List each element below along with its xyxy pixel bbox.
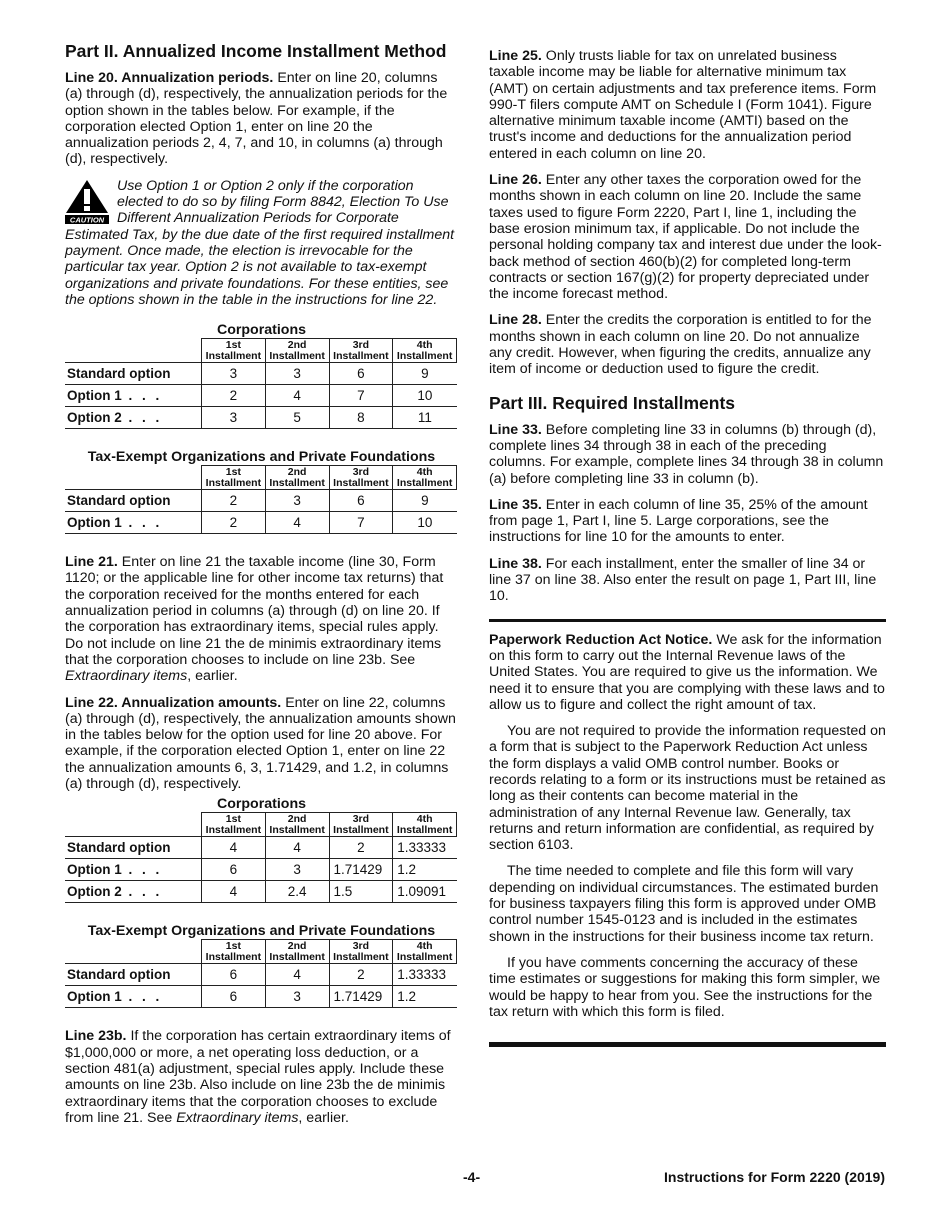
- line20-text: Enter on line 20, columns (a) through (d), respectively, the annualization periods for the option shown in the tables below. For example, if the corporation elected Option 1, enter on line 20 the annualization periods 2, 4, 7, and 10, in columns (a) through (d), respectively.: [65, 70, 448, 168]
- col-header-4th: 4th Installment: [393, 813, 457, 837]
- right-column: [489, 40, 886, 1047]
- col-header-3rd: 3rd Installment: [329, 813, 393, 837]
- pra-paragraph-4: If you have comments concerning the accuracy of these time estimates or suggestions for making this form simpler, we would be happy to hear from you. See the instructions for the tax return with which this form is filed.: [489, 954, 881, 1020]
- table2-title: Tax-Exempt Organizations and Private Foundations: [87, 449, 436, 466]
- page-number: -4-: [463, 1169, 481, 1185]
- pra-paragraph: Paperwork Reduction Act Notice. We ask for the information on this form to carry out the Internal Revenue laws of the United States. You are required to give us the information. We need it to ensure that you are complying with these laws and to allow us to figure and collect the right amount of tax.: [489, 631, 885, 713]
- table-row: Standard option 4 4 2 1.33333: [65, 837, 457, 859]
- line38-paragraph: Line 38. For each installment, enter the smaller of line 34 or line 37 on line 38. Also enter the result on page 1, Part III, line 10.: [489, 555, 877, 605]
- table-row: Standard option 6 4 2 1.33333: [65, 964, 457, 986]
- table-row: Option 2 . . . 3 5 8 11: [65, 407, 457, 429]
- pra-paragraph-2: You are not required to provide the information requested on a form that is subject to the Paperwork Reduction Act unless the form displays a valid OMB control number. Books or records relating to a form or its instructions must be retained as long as their contents can become material in the administration of any Internal Revenue law. Generally, tax returns and return information are confidential, as required by section 6103.: [489, 723, 886, 854]
- caution-text: Use Option 1 or Option 2 only if the corporation elected to do so by filing Form 8842, Election To Use Different Annualization Periods for Corporate Estimated Tax, by the due date of the first required installment payment. Once made, the election is irrevocable for the particular tax year. Option 2 is not available to tax-exempt organizations and private foundations. For these entities, see the options shown in the table in the instructions for line 22.: [65, 177, 455, 308]
- line25-paragraph: Line 25. Only trusts liable for tax on unrelated business taxable income may be liable for alternative minimum tax (AMT) on certain adjustments and tax preference items. Form 990-T filers compute AMT on Schedule I (Form 1041). Figure alternative minimum taxable income (AMTI) based on the trust's income and deductions for the annualization period entered in each column on line 20.: [489, 48, 877, 162]
- table4-title: Tax-Exempt Organizations and Private Foundations: [87, 923, 436, 940]
- col-header-1st: 1st Installment: [202, 813, 266, 837]
- caution-label: CAUTION: [69, 215, 105, 225]
- caution-note: [65, 178, 458, 308]
- table-corporations-amounts: [65, 812, 457, 903]
- col-header-3rd: 3rd Installment: [329, 339, 393, 363]
- col-header-4th: 4th Installment: [393, 940, 457, 964]
- footer-title: Instructions for Form 2220 (2019): [664, 1169, 885, 1185]
- caution-icon: [65, 179, 109, 225]
- line23b-paragraph: Line 23b. If the corporation has certain extraordinary items of $1,000,000 or more, a net operating loss deduction, or a section 481(a) adjustment, special rules apply. Include these amounts on line 23b. Also include on line 23b the de minimis extraordinary items that the corporation chooses to exclude from line 21. See Extraordinary items, earlier.: [65, 1028, 451, 1126]
- col-header-2nd: 2nd Installment: [265, 339, 329, 363]
- section-divider: [489, 619, 886, 622]
- table-row: Option 1 . . . 6 3 1.71429 1.2: [65, 986, 457, 1008]
- part2-heading: Part II. Annualized Income Installment Method: [65, 41, 447, 61]
- col-header-4th: 4th Installment: [393, 466, 457, 490]
- col-header-2nd: 2nd Installment: [265, 813, 329, 837]
- line26-paragraph: Line 26. Enter any other taxes the corporation owed for the months shown in each column on line 20. Include the same taxes used to figure Form 2220, Part I, line 1, including the base erosion minimum tax, if applicable. Do not include the personal holding company tax and interest due under the look-back method of section 460(b)(2) for completed long-term contracts or section 167(g)(2) for property depreciated under the income forecast method.: [489, 172, 882, 303]
- line35-paragraph: Line 35. Enter in each column of line 35, 25% of the amount from page 1, Part I, line 5. Large corporations, see the instructions for line 10 for the amounts to enter.: [489, 496, 868, 546]
- line28-paragraph: Line 28. Enter the credits the corporation is entitled to for the months shown in each column on line 20. Do not annualize any credit. However, when figuring the credits, annualize any item of income or deduction used to figure the credit.: [489, 312, 872, 378]
- col-header-4th: 4th Installment: [393, 339, 457, 363]
- col-header-2nd: 2nd Installment: [265, 466, 329, 490]
- table3-title: Corporations: [216, 796, 307, 813]
- table-taxexempt-amounts: [65, 939, 457, 1008]
- left-column: [65, 40, 458, 1136]
- col-header-1st: 1st Installment: [202, 466, 266, 490]
- line22-paragraph: Line 22. Annualization amounts. Enter on line 22, columns (a) through (d), respectively, the annualization amounts shown in the tables below for the option used for line 20 above. For example, if the corporation elected Option 1, enter on line 22 the annualization amounts 6, 3, 1.71429, and 1.2, in columns (a) through (d), respectively.: [65, 694, 456, 793]
- part3-heading: Part III. Required Installments: [489, 392, 736, 413]
- table-row: Option 1 . . . 2 4 7 10: [65, 385, 457, 407]
- pra-paragraph-3: The time needed to complete and file this form will vary depending on individual circumstances. The estimated burden for business taxpayers filing this form is approved under OMB control number 1545-0123 and is included in the estimates shown in the instructions for their business income tax return.: [489, 863, 879, 945]
- table-row: Option 1 . . . 6 3 1.71429 1.2: [65, 859, 457, 881]
- line33-paragraph: Line 33. Before completing line 33 in columns (b) through (d), complete lines 34 through 38 in each of the preceding columns. For example, complete lines 34 through 38 in column (a) before completing line 33 in column (b).: [489, 421, 884, 487]
- end-rule: [489, 1042, 886, 1047]
- col-header-3rd: 3rd Installment: [329, 466, 393, 490]
- col-header-3rd: 3rd Installment: [329, 940, 393, 964]
- table-corporations-periods: [65, 338, 457, 429]
- line20-heading: Line 20. Annualization periods.: [65, 70, 274, 86]
- col-header-1st: 1st Installment: [202, 339, 266, 363]
- table-row: Standard option 3 3 6 9: [65, 363, 457, 385]
- line20-paragraph: [65, 70, 458, 168]
- table1-title: Corporations: [216, 322, 307, 339]
- table-row: Option 1 . . . 2 4 7 10: [65, 512, 457, 534]
- col-header-2nd: 2nd Installment: [265, 940, 329, 964]
- col-header-1st: 1st Installment: [202, 940, 266, 964]
- table-row: Option 2 . . . 4 2.4 1.5 1.09091: [65, 881, 457, 903]
- line21-paragraph: Line 21. Enter on line 21 the taxable income (line 30, Form 1120; or the applicable line for other income tax returns) that the corporation received for the months entered for each annualization period in columns (a) through (d) on line 20. If the corporation has extraordinary items, special rules apply. Do not include on line 21 the de minimis extraordinary items that the corporation chooses to include on line 23b. See Extraordinary items, earlier.: [65, 554, 444, 685]
- table-row: Standard option 2 3 6 9: [65, 490, 457, 512]
- table-taxexempt-periods: [65, 465, 457, 534]
